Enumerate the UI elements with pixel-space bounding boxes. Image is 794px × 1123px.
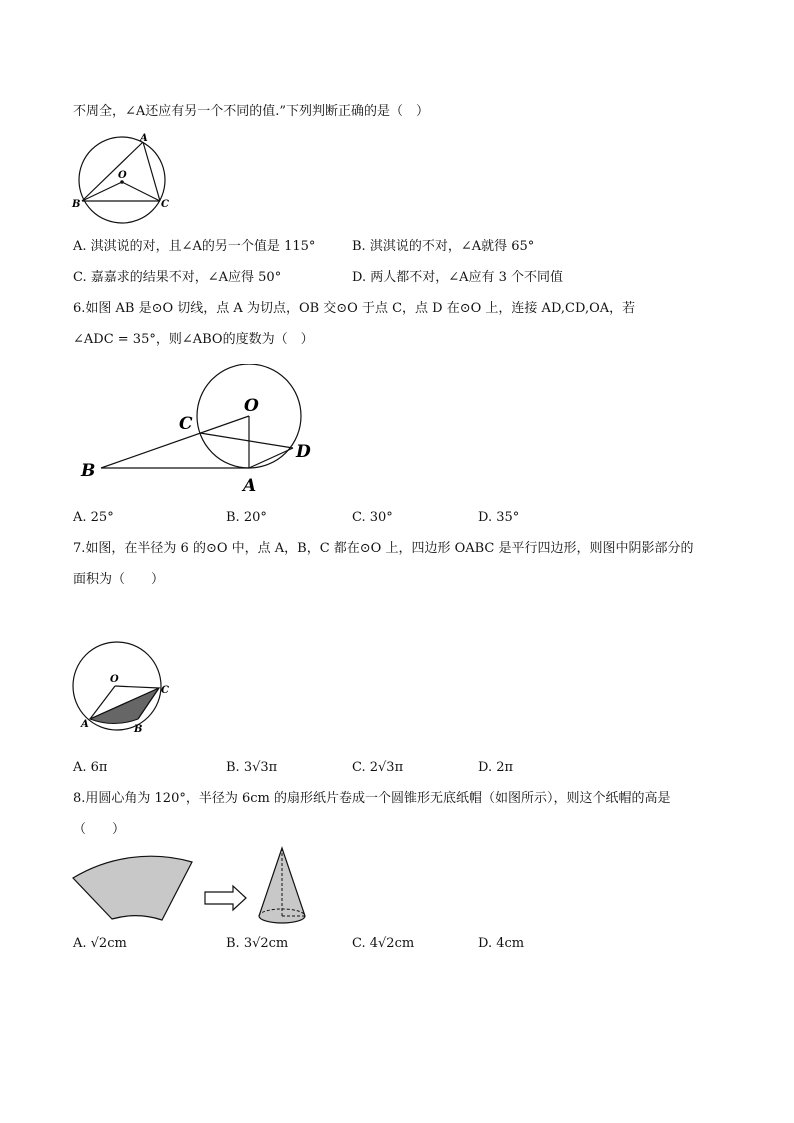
q8-stem-line2: （ ） — [73, 822, 126, 837]
q5-label-A: A — [140, 133, 148, 144]
q7-figure — [70, 636, 185, 740]
q6-option-b[interactable]: B. 20° — [226, 510, 267, 525]
q5-line-OB — [82, 182, 122, 201]
q8-figure — [70, 842, 330, 930]
q8-sector — [73, 856, 192, 920]
q6-stem-line2: ∠ADC = 35°，则∠ABO的度数为（ ） — [73, 332, 314, 347]
q6-option-a[interactable]: A. 25° — [73, 510, 114, 525]
q7-option-b[interactable]: B. 3√3π — [226, 760, 278, 775]
q6-line-CD — [200, 433, 293, 448]
q6-line-BO — [101, 416, 249, 468]
q6-label-A: A — [243, 476, 257, 496]
q5-label-C: C — [161, 199, 169, 210]
q7-line-OC — [115, 686, 159, 688]
q6-figure — [76, 364, 326, 496]
q7-label-A: A — [81, 719, 89, 730]
q6-label-D: D — [296, 442, 311, 462]
q5-option-c[interactable]: C. 嘉嘉求的结果不对，∠A应得 50° — [73, 270, 282, 285]
q8-option-d[interactable]: D. 4cm — [478, 936, 525, 951]
q5-option-a[interactable]: A. 淇淇说的对，且∠A的另一个值是 115° — [73, 239, 316, 254]
q5-label-O: O — [118, 170, 127, 181]
q6-line-AD — [249, 448, 293, 468]
q7-label-O: O — [110, 674, 119, 685]
q8-option-b[interactable]: B. 3√2cm — [226, 936, 289, 951]
q7-option-a[interactable]: A. 6π — [73, 760, 108, 775]
q8-option-a[interactable]: A. √2cm — [73, 936, 127, 951]
q7-option-c[interactable]: C. 2√3π — [352, 760, 404, 775]
q6-option-c[interactable]: C. 30° — [352, 510, 393, 525]
q8-option-c[interactable]: C. 4√2cm — [352, 936, 415, 951]
q5-option-b[interactable]: B. 淇淇说的不对，∠A就得 65° — [352, 239, 535, 254]
q7-label-C: C — [161, 685, 169, 696]
q7-stem-line1: 7.如图，在半径为 6 的⊙O 中，点 A，B，C 都在⊙O 上，四边形 OABC 是平行四边形，则图中阴影部分的 — [73, 541, 694, 556]
q8-arrow — [205, 886, 246, 910]
q6-label-C: C — [179, 414, 193, 434]
q6-label-O: O — [244, 396, 259, 416]
q6-label-B: B — [81, 461, 96, 481]
q7-option-d[interactable]: D. 2π — [478, 760, 514, 775]
q6-stem-line1: 6.如图 AB 是⊙O 切线，点 A 为切点，OB 交⊙O 于点 C，点 D 在⊙O 上，连接 AD,CD,OA，若 — [73, 301, 636, 316]
q8-stem-line1: 8.用圆心角为 120°，半径为 6cm 的扇形纸片卷成一个圆锥形无底纸帽（如图所示），则这个纸帽的高是 — [73, 791, 671, 806]
q6-option-d[interactable]: D. 35° — [478, 510, 520, 525]
q5-line-AC — [143, 142, 160, 201]
q5-stem-tail: 不周全，∠A还应有另一个不同的值.”下列判断正确的是（ ） — [73, 104, 430, 119]
q7-stem-line2: 面积为（ ） — [73, 572, 165, 587]
q7-label-B: B — [134, 724, 143, 735]
q5-line-OC — [122, 182, 160, 201]
q5-option-d[interactable]: D. 两人都不对，∠A应有 3 个不同值 — [352, 270, 564, 285]
q5-figure — [70, 132, 185, 232]
q5-label-B: B — [72, 199, 81, 210]
